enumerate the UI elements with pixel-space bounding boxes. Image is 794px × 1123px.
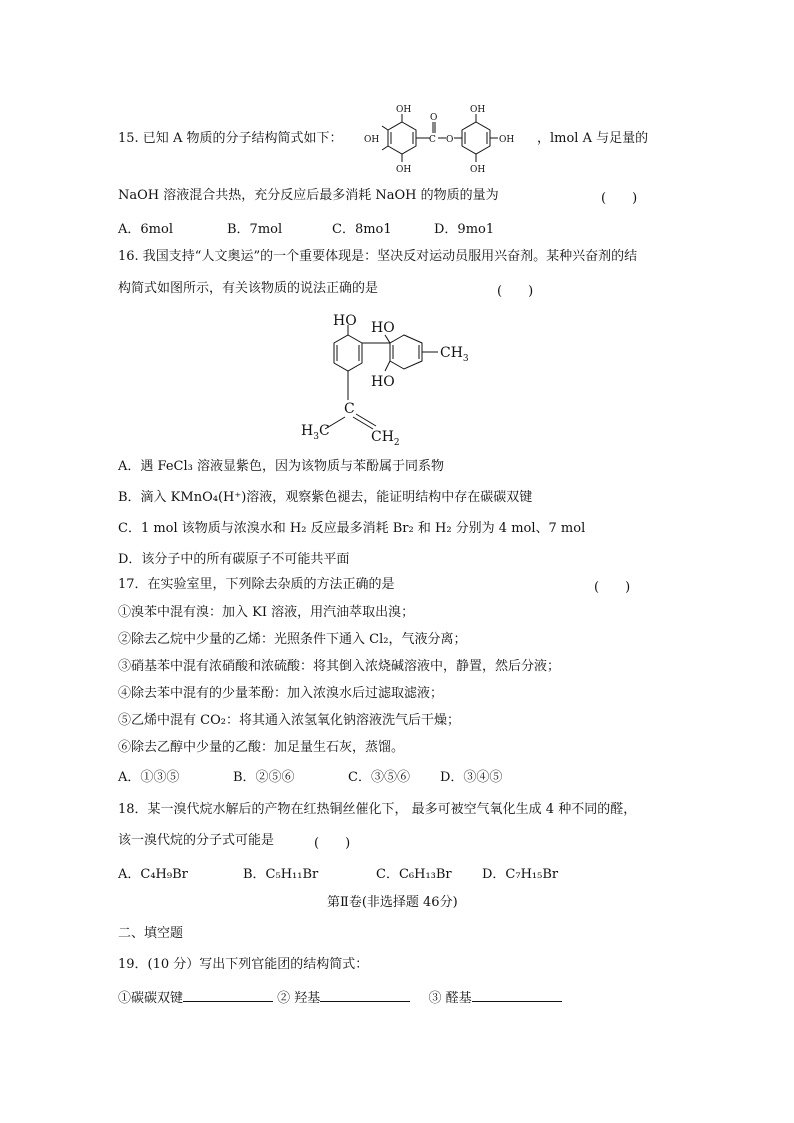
q18-option-c: C．C₆H₁₃Br (376, 867, 452, 882)
q18-line2: 该一溴代烷的分子式可能是 (118, 833, 275, 848)
q16-line1: 16. 我国支持“人文奥运”的一个重要体现是：坚决反对运动员服用兴奋剂。某种兴奋剂的结 (118, 249, 638, 264)
q15-carbon: C (429, 135, 436, 145)
q18-option-a: A．C₄H₉Br (118, 867, 188, 882)
q16-option-a: A．遇 FeCl₃ 溶液显紫色，因为该物质与苯酚属于同系物 (118, 459, 444, 474)
q17-item-4: ④除去苯中混有的少量苯酚：加入浓溴水后过滤取滤液； (118, 686, 444, 701)
q18-answer-paren: ( ) (314, 836, 351, 851)
q15-oh-bottom-right: OH (470, 165, 486, 175)
q19-line1: 19．(10 分）写出下列官能团的结构简式： (118, 957, 369, 972)
q15-answer-paren: ( ) (601, 191, 638, 206)
q15-ester-o: O (446, 135, 454, 145)
q19-blank3-label: ③ 醛基 (428, 991, 472, 1006)
q18-option-b: B．C₅H₁₁Br (243, 867, 319, 882)
q17-option-d: D．③④⑤ (440, 770, 503, 785)
q16-ch3: $CH_3$ (440, 345, 469, 364)
q18-option-d: D．C₇H₁₅Br (482, 867, 559, 882)
q17-option-b: B．②⑤⑥ (233, 770, 295, 785)
q15-text-after: ，lmol A 与足量的 (537, 131, 649, 146)
q15-oh-top-right: OH (470, 105, 486, 115)
q19-blank2-label: ② 羟基 (277, 991, 321, 1006)
q16-option-d: D．该分子中的所有碳原子不可能共平面 (118, 552, 350, 567)
q19-blank3-line[interactable] (472, 987, 562, 1002)
q19-blank2-line[interactable] (320, 987, 410, 1002)
q16-h3c: $H_3C$ (301, 423, 330, 442)
q15-line2: NaOH 溶液混合共热，充分反应后最多消耗 NaOH 的物质的量为 (118, 188, 499, 203)
q15-oh-bottom-left: OH (396, 165, 412, 175)
q16-structure (295, 305, 505, 450)
section2-title: 第Ⅱ卷(非选择题 46分) (327, 895, 458, 910)
q16-ch2: $CH_2$ (371, 429, 400, 448)
q17-option-c: C．③⑤⑥ (348, 770, 410, 785)
q15-oh-left: OH (364, 135, 380, 145)
q15-carbonyl-o: O (430, 113, 438, 123)
q17-answer-paren: ( ) (594, 580, 631, 595)
q17-line1: 17．在实验室里，下列除去杂质的方法正确的是 (118, 577, 395, 592)
q16-line2: 构简式如图所示，有关该物质的说法正确的是 (118, 281, 379, 296)
q15-text-before: 15. 已知 A 物质的分子结构简式如下： (118, 131, 343, 146)
q17-item-6: ⑥除去乙醇中少量的乙酸：加足量生石灰，蒸馏。 (118, 740, 405, 755)
q18-line1: 18．某一溴代烷水解后的产物在红热铜丝催化下， 最多可被空气氧化生成 4 种不同的醛， (118, 802, 637, 817)
q16-ho-bottom: HO (371, 374, 395, 390)
q15-oh-top-left: OH (396, 105, 412, 115)
section2-heading: 二、填空题 (118, 926, 184, 941)
q16-vinyl-c: C (344, 401, 355, 417)
q16-ho-mid: HO (371, 320, 395, 336)
q16-option-c: C．1 mol 该物质与浓溴水和 H₂ 反应最多消耗 Br₂ 和 H₂ 分别为 4 mol、7 mol (118, 521, 586, 536)
q17-item-2: ②除去乙烷中少量的乙烯：光照条件下通入 Cl₂，气液分离； (118, 632, 467, 647)
q16-option-b: B．滴入 KMnO₄(H⁺)溶液，观察紫色褪去，能证明结构中存在碳碳双键 (118, 490, 533, 505)
q15-option-d: D．9mo1 (434, 222, 495, 237)
q17-item-3: ③硝基苯中混有浓硝酸和浓硫酸：将其倒入浓烧碱溶液中，静置，然后分液； (118, 659, 561, 674)
q16-ho-top: HO (333, 313, 357, 329)
q17-option-a: A．①③⑤ (118, 770, 180, 785)
q17-item-1: ①溴苯中混有溴：加入 KI 溶液，用汽油萃取出溴； (118, 605, 415, 620)
q17-item-5: ⑤乙烯中混有 CO₂：将其通入浓氢氧化钠溶液洗气后干燥； (118, 713, 460, 728)
q15-option-b: B．7mol (227, 222, 283, 237)
q15-structure (360, 100, 535, 178)
q16-answer-paren: ( ) (497, 284, 534, 299)
q15-oh-right: OH (499, 135, 515, 145)
q19-blank1-line[interactable] (183, 987, 273, 1002)
q15-option-a: A．6mol (118, 222, 173, 237)
q19-blanks-row (118, 987, 562, 1008)
q19-blank1-label: ①碳碳双键 (118, 991, 184, 1006)
q15-option-c: C．8mo1 (332, 222, 392, 237)
